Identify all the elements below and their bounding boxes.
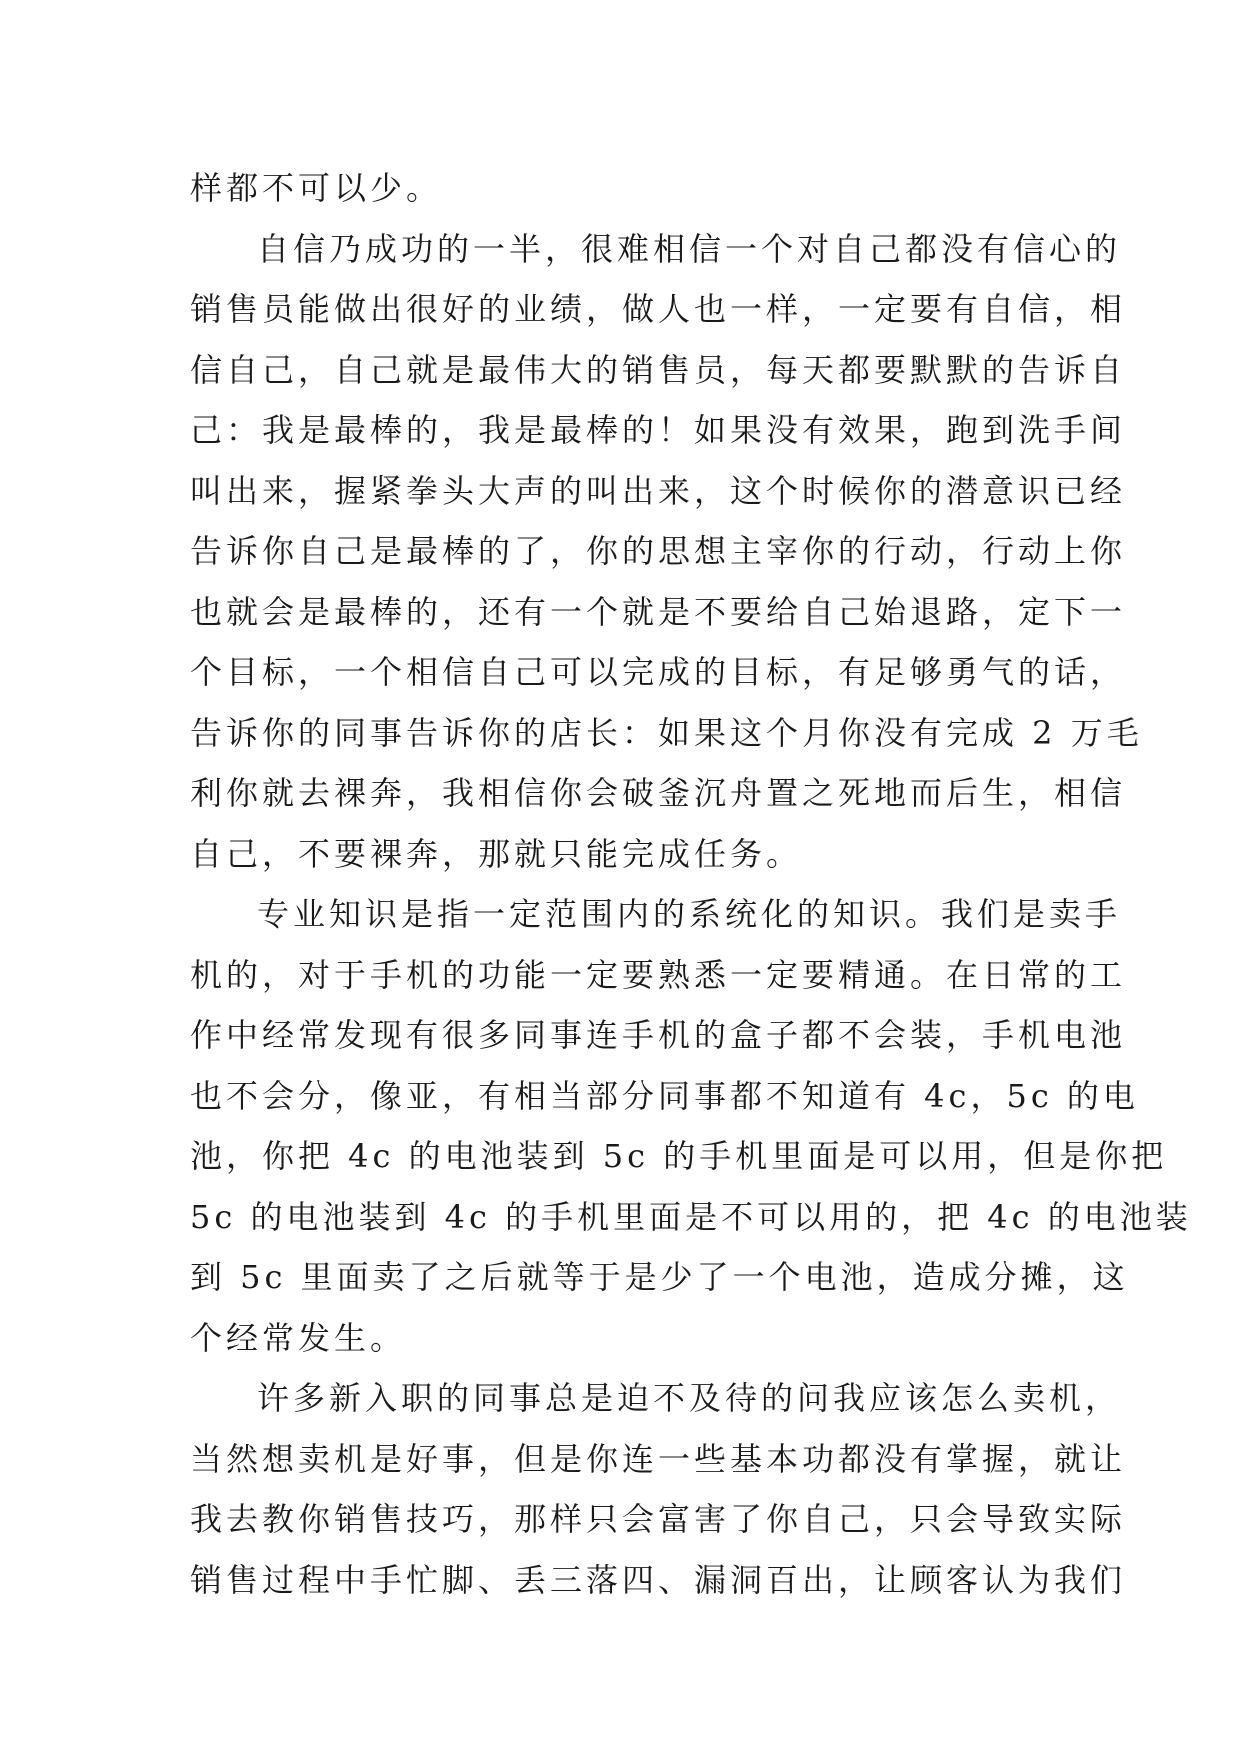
text-line: 告诉你的同事告诉你的店长：如果这个月你没有完成 2 万毛 <box>190 713 1143 752</box>
text-line: 当然想卖机是好事，但是你连一些基本功都没有掌握，就让 <box>190 1439 1127 1478</box>
document-body <box>190 158 1192 1610</box>
text-line: 也不会分，像亚，有相当部分同事都不知道有 4c，5c 的电 <box>190 1076 1139 1115</box>
text-line: 5c 的电池装到 4c 的手机里面是不可以用的，把 4c 的电池装 <box>190 1197 1192 1236</box>
text-line: 叫出来，握紧拳头大声的叫出来，这个时候你的潜意识已经 <box>190 471 1127 510</box>
text-line: 我去教你销售技巧，那样只会富害了你自己，只会导致实际 <box>190 1500 1127 1538</box>
text-line: 也就会是最棒的，还有一个就是不要给自己始退路，定下一 <box>190 592 1127 631</box>
text-line: 自己，不要裸奔，那就只能完成任务。 <box>190 834 803 873</box>
text-line: 许多新入职的同事总是迫不及待的问我应该怎么卖机， <box>257 1379 1122 1417</box>
text-line: 样都不可以少。 <box>190 169 443 207</box>
text-line: 告诉你自己是最棒的了，你的思想主宰你的行动，行动上你 <box>190 532 1127 570</box>
text-line: 销售过程中手忙脚、丢三落四、漏洞百出，让顾客认为我们 <box>190 1560 1127 1599</box>
text-line: 专业知识是指一定范围内的系统化的知识。我们是卖手 <box>257 895 1122 933</box>
text-line: 自信乃成功的一半，很难相信一个对自己都没有信心的 <box>257 229 1122 268</box>
text-line: 机的，对于手机的功能一定要熟悉一定要精通。在日常的工 <box>190 955 1127 994</box>
text-line: 利你就去裸奔，我相信你会破釜沉舟置之死地而后生，相信 <box>190 774 1127 812</box>
text-line: 个经常发生。 <box>190 1318 407 1357</box>
text-line: 己：我是最棒的，我是最棒的！如果没有效果，跑到洗手间 <box>190 411 1127 449</box>
text-line: 到 5c 里面卖了之后就等于是少了一个电池，造成分摊，这 <box>190 1258 1129 1296</box>
text-line: 销售员能做出很好的业绩，做人也一样，一定要有自信，相 <box>190 290 1127 328</box>
text-line: 信自己，自己就是最伟大的销售员，每天都要默默的告诉自 <box>190 350 1127 389</box>
text-line: 个目标，一个相信自己可以完成的目标，有足够勇气的话， <box>190 653 1127 691</box>
text-line: 池，你把 4c 的电池装到 5c 的手机里面是可以用，但是你把 <box>190 1137 1168 1175</box>
text-line: 作中经常发现有很多同事连手机的盒子都不会装，手机电池 <box>190 1016 1127 1054</box>
